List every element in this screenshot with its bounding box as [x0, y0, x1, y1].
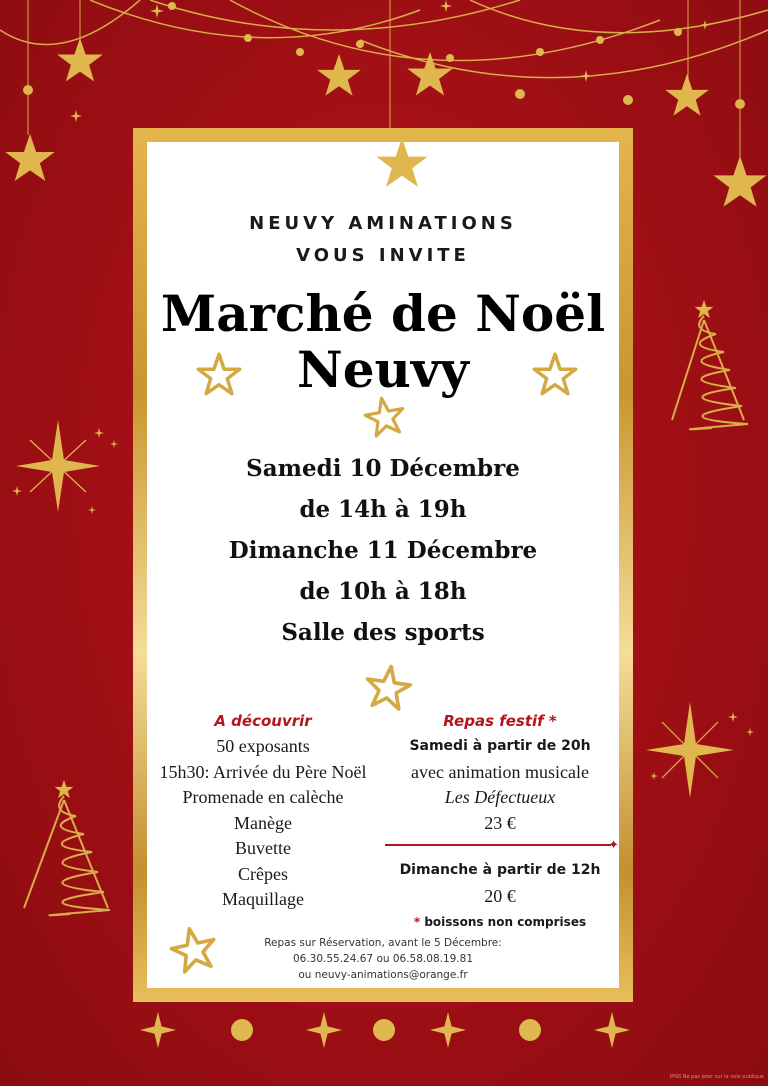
meal-price-saturday: 23 € — [484, 812, 516, 833]
star-icon — [695, 300, 714, 318]
discover-item: Maquillage — [222, 889, 304, 909]
sparkle-icon — [94, 428, 104, 438]
sparkle-icon — [150, 4, 164, 18]
star-icon — [5, 134, 54, 181]
sparkle-icon — [430, 1012, 466, 1048]
poster-card — [147, 142, 619, 988]
sparkle-icon — [646, 702, 734, 798]
star-outline-icon — [531, 352, 579, 400]
schedule-sunday-hours: de 10h à 18h — [299, 578, 467, 605]
star-icon — [55, 780, 74, 798]
meal-note — [373, 909, 627, 935]
note-asterisk: * — [413, 915, 421, 929]
christmas-tree-icon — [672, 316, 748, 429]
reservation-info — [147, 935, 619, 983]
meal-band: Les Défectueux — [444, 787, 556, 807]
star-outline-icon — [360, 393, 411, 444]
sparkle-icon — [728, 712, 738, 722]
sparkle-icon — [110, 440, 118, 448]
meal-saturday-time: Samedi à partir de 20h — [409, 738, 591, 754]
garland-group — [0, 0, 768, 78]
discover-item: Manège — [234, 812, 292, 833]
meal-price-sunday: 20 € — [484, 885, 516, 906]
christmas-tree-icon — [24, 796, 110, 915]
sparkle-icon — [580, 70, 592, 82]
sparkle-icon — [440, 0, 452, 12]
sparkle-icon — [140, 1012, 176, 1048]
sparkle-icon — [746, 728, 754, 736]
ornament-dots — [23, 2, 745, 109]
organizer-invite — [147, 208, 619, 272]
invite-text: VOUS INVITE — [296, 245, 470, 266]
note-text: boissons non comprises — [424, 915, 587, 929]
poster-frame — [133, 128, 633, 1002]
discover-item: 15h30: Arrivée du Père Noël — [159, 761, 367, 782]
star-icon — [713, 156, 766, 207]
separator-line — [385, 844, 611, 846]
sparkle-icon: ✦ — [608, 837, 619, 852]
ornament-icon — [519, 1019, 541, 1041]
sparkle-icon — [88, 506, 96, 514]
organizer-name: NEUVY AMINATIONS — [249, 213, 517, 234]
sparkle-icon — [650, 772, 658, 780]
discover-heading: A découvrir — [214, 712, 312, 730]
star-outline-icon — [195, 352, 243, 400]
meal-sunday-time: Dimanche à partir de 12h — [399, 862, 601, 878]
schedule-saturday: Samedi 10 Décembre — [246, 455, 520, 482]
star-icon — [57, 38, 103, 81]
sparkle-icon — [700, 20, 710, 30]
ornament-icon — [373, 1019, 395, 1041]
discover-column — [143, 708, 383, 913]
sparkle-icon — [306, 1012, 342, 1048]
title-line-1: Marché de Noël — [160, 284, 606, 343]
sparkle-icon — [594, 1012, 630, 1048]
meal-heading: Repas festif * — [443, 712, 557, 730]
fine-print: IPNS Ne pas jeter sur la voie publique — [669, 1074, 764, 1080]
discover-item: Buvette — [235, 838, 291, 858]
reservation-line: Repas sur Réservation, avant le 5 Décembre: — [264, 937, 502, 949]
discover-item: 50 exposants — [216, 736, 310, 756]
star-icon — [317, 54, 361, 96]
discover-item: Crêpes — [238, 863, 288, 884]
sparkle-icon — [12, 486, 22, 496]
schedule-sunday: Dimanche 11 Décembre — [228, 537, 538, 564]
sparkle-icon — [70, 110, 82, 122]
discover-item: Promenade en calèche — [182, 787, 344, 807]
title-line-2: Neuvy — [297, 340, 469, 399]
reservation-phones: 06.30.55.24.67 ou 06.58.08.19.81 — [292, 953, 474, 965]
reservation-email: ou neuvy-animations@orange.fr — [298, 969, 468, 981]
event-schedule — [147, 448, 619, 653]
star-icon — [375, 138, 429, 192]
meal-separator — [373, 836, 627, 854]
meal-column — [373, 708, 627, 935]
event-location: Salle des sports — [281, 619, 485, 646]
schedule-saturday-hours: de 14h à 19h — [299, 496, 467, 523]
meal-animation: avec animation musicale — [411, 761, 589, 782]
sparkle-icon — [16, 420, 100, 512]
ornament-icon — [231, 1019, 253, 1041]
star-icon — [665, 74, 709, 116]
